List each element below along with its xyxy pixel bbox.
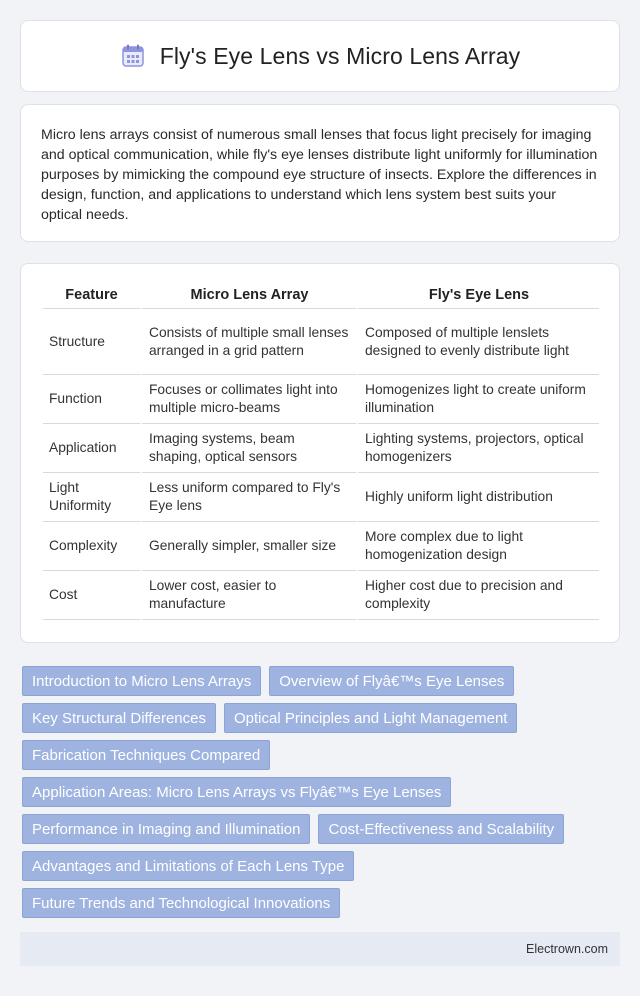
table-row [43, 424, 599, 473]
comparison-table [43, 282, 599, 620]
micro-lens-cell: Generally simpler, smaller size [140, 522, 356, 571]
topic-links [22, 666, 622, 925]
link-row [22, 666, 622, 696]
link-advantages-limitations[interactable]: Advantages and Limitations of Each Lens Type [22, 851, 354, 881]
calendar-grid-icon [120, 43, 146, 69]
flys-eye-cell: Composed of multiple lenslets designed to evenly distribute light [356, 309, 599, 375]
link-row [22, 777, 622, 807]
flys-eye-cell: Homogenizes light to create uniform illumination [356, 375, 599, 424]
table-row [43, 571, 599, 620]
flys-eye-cell: Higher cost due to precision and complexity [356, 571, 599, 620]
link-performance[interactable]: Performance in Imaging and Illumination [22, 814, 310, 844]
link-application-areas[interactable]: Application Areas: Micro Lens Arrays vs Flyâ€™s Eye Lenses [22, 777, 451, 807]
flys-eye-cell: Lighting systems, projectors, optical homogenizers [356, 424, 599, 473]
link-key-structural-differences[interactable]: Key Structural Differences [22, 703, 216, 733]
micro-lens-cell: Imaging systems, beam shaping, optical sensors [140, 424, 356, 473]
page-title: Fly's Eye Lens vs Micro Lens Array [159, 42, 521, 69]
intro-card [20, 104, 620, 242]
link-overview-flys-eye-lenses[interactable]: Overview of Flyâ€™s Eye Lenses [269, 666, 514, 696]
table-row [43, 375, 599, 424]
table-header-row [43, 282, 599, 309]
link-fabrication-techniques[interactable]: Fabrication Techniques Compared [22, 740, 270, 770]
comparison-table-card [20, 263, 620, 643]
micro-lens-cell: Consists of multiple small lenses arranged in a grid pattern [140, 309, 356, 375]
link-intro-micro-lens-arrays[interactable]: Introduction to Micro Lens Arrays [22, 666, 261, 696]
feature-cell: Application [43, 424, 140, 473]
link-future-trends[interactable]: Future Trends and Technological Innovations [22, 888, 340, 918]
micro-lens-cell: Focuses or collimates light into multiple micro-beams [140, 375, 356, 424]
title-wrap [120, 43, 521, 70]
feature-cell: Cost [43, 571, 140, 620]
link-row [22, 851, 622, 881]
footer-site-name: Electrown.com [526, 942, 608, 956]
link-row [22, 814, 622, 844]
intro-paragraph: Micro lens arrays consist of numerous small lenses that focus light precisely for imaging and optical communication, while fly's eye lenses distribute light uniformly for illumination purposes by mimicking the compound eye structure of insects. Explore the differences in design, function, and applications to understand which lens system best suits your optical needs. [41, 127, 598, 223]
table-row [43, 309, 599, 375]
header-flys-eye-lens: Fly's Eye Lens [356, 282, 599, 309]
feature-cell: Complexity [43, 522, 140, 571]
table-row [43, 522, 599, 571]
feature-cell: Structure [43, 309, 140, 375]
micro-lens-cell: Less uniform compared to Fly's Eye lens [140, 473, 356, 522]
link-optical-principles[interactable]: Optical Principles and Light Management [224, 703, 518, 733]
micro-lens-cell: Lower cost, easier to manufacture [140, 571, 356, 620]
feature-cell: Function [43, 375, 140, 424]
link-row [22, 888, 622, 918]
title-card [20, 20, 620, 92]
table-row [43, 473, 599, 522]
footer [20, 932, 620, 966]
feature-cell: Light Uniformity [43, 473, 140, 522]
link-cost-effectiveness[interactable]: Cost-Effectiveness and Scalability [318, 814, 564, 844]
flys-eye-cell: More complex due to light homogenization design [356, 522, 599, 571]
link-row [22, 703, 622, 733]
flys-eye-cell: Highly uniform light distribution [356, 473, 599, 522]
header-feature: Feature [43, 282, 140, 309]
link-row [22, 740, 622, 770]
header-micro-lens-array: Micro Lens Array [140, 282, 356, 309]
